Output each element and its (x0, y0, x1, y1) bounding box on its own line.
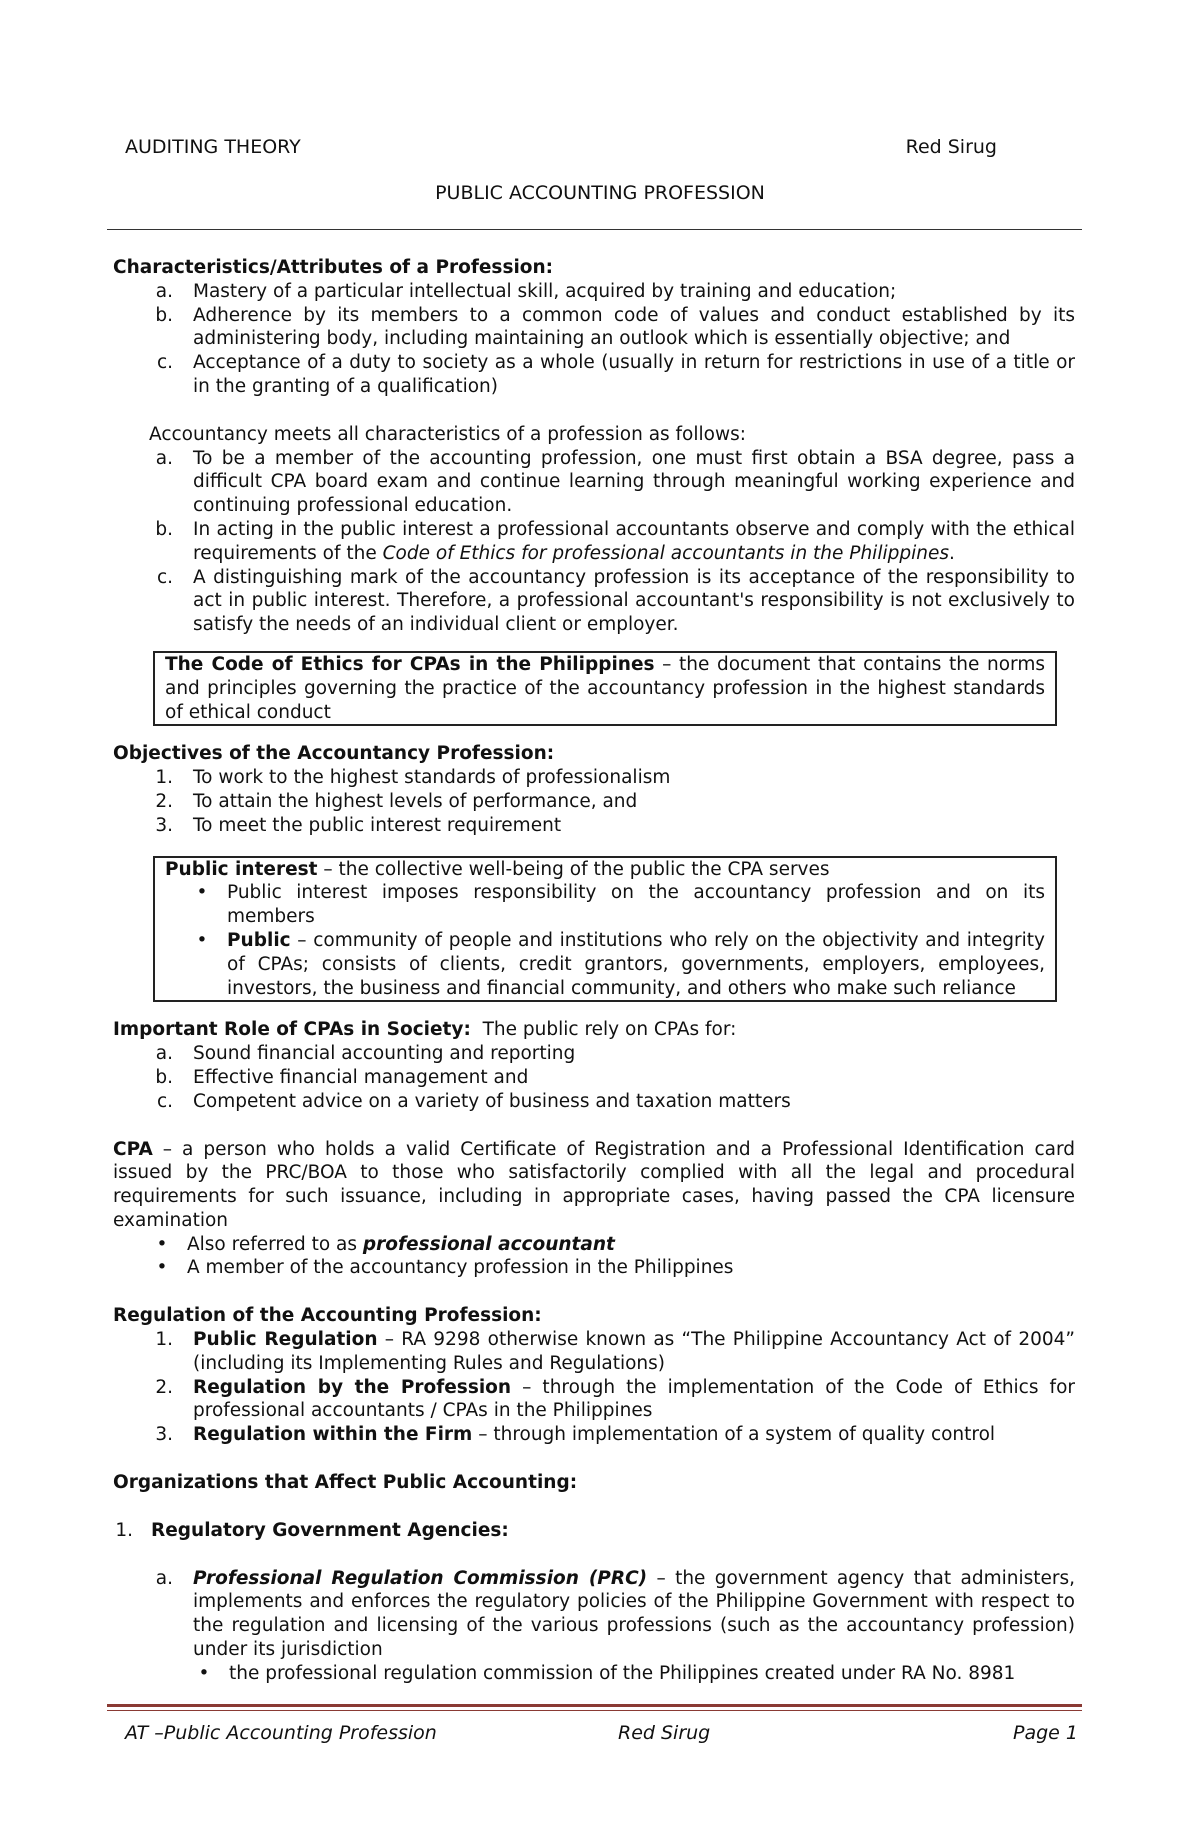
list-marker: c. (156, 566, 173, 588)
bullet-item (165, 929, 1045, 1000)
list-marker: 3. (155, 814, 173, 836)
list-marker: a. (155, 1567, 173, 1589)
bullet-item (165, 881, 1045, 929)
list-item (137, 566, 1075, 637)
list-marker: c. (156, 1090, 173, 1112)
bullet-icon: • (196, 882, 208, 904)
document-title: PUBLIC ACCOUNTING PROFESSION (435, 182, 765, 204)
list-text-pre: In acting in the public interest a professional accountants observe and comply with the ethical requirements of the (193, 518, 1075, 564)
header-rule (107, 229, 1082, 230)
list-marker: b. (155, 1066, 173, 1088)
bullet-text-pre: Also referred to as (187, 1233, 363, 1255)
list-item (137, 1066, 1075, 1090)
professional-accountant-term: professional accountant (362, 1233, 615, 1255)
regulation-list (113, 1328, 1075, 1447)
cpa-definition-paragraph (113, 1138, 1075, 1233)
list-marker: 1. (155, 1329, 173, 1351)
list-marker: 3. (155, 1424, 173, 1446)
prc-term: Professional Regulation Commission (PRC) (193, 1567, 648, 1589)
bullet-icon: • (156, 1233, 168, 1255)
list-item (137, 1042, 1075, 1066)
role-list (113, 1042, 1075, 1113)
document-body (113, 256, 1075, 1686)
bullet-item (113, 1233, 1075, 1257)
public-definition: – community of people and institutions who rely on the objectivity and integrity of CPAs; consists of clients, credit grantors, governments, employers, employees, investors, the business and financial community, and others who make such reliance (227, 929, 1045, 999)
list-marker: a. (155, 280, 173, 302)
list-text (193, 1423, 1075, 1447)
list-text: To attain the highest levels of performance, and (193, 790, 638, 812)
bullet-icon: • (156, 1257, 168, 1279)
list-marker: b. (155, 518, 173, 540)
list-text: A distinguishing mark of the accountancy profession is its acceptance of the responsibility to act in public interest. Therefore, a professional accountant's responsibility is not exclusively to satisfy the needs of an individual client or employer. (193, 566, 1075, 636)
characteristics-list (113, 280, 1075, 399)
role-heading-line (113, 1018, 1075, 1042)
regulation-term: Regulation within the Firm (193, 1424, 473, 1446)
list-text (193, 1376, 1075, 1424)
meets-intro: Accountancy meets all characteristics of a profession as follows: (149, 423, 746, 445)
list-item (137, 1376, 1075, 1424)
section-heading-objectives: Objectives of the Accountancy Profession: (113, 743, 555, 765)
public-term: Public (227, 929, 291, 951)
section-heading-role: Important Role of CPAs in Society: (113, 1019, 471, 1041)
regulation-text: – RA 9298 otherwise known as “The Philippine Accountancy Act of 2004” (including its Implementing Rules and Regulations) (193, 1329, 1075, 1374)
cpa-definition: – a person who holds a valid Certificate of Registration and a Professional Identification card issued by the PRC/BOA to those who satisfactorily complied with all the legal and procedural requirements for such issuance, including in appropriate cases, having passed the CPA licensure examination (113, 1138, 1075, 1231)
bullet-text (187, 1233, 1075, 1257)
bullet-item (113, 1256, 1075, 1280)
list-marker: 1. (115, 1519, 133, 1541)
objectives-list (113, 766, 1075, 837)
list-marker: 1. (155, 767, 173, 789)
list-text: To meet the public interest requirement (193, 814, 562, 836)
list-text: Acceptance of a duty to society as a whole (usually in return for restrictions in use of a title or in the granting of a qualification) (193, 352, 1075, 397)
list-item (137, 280, 1075, 304)
bullet-text: A member of the accountancy profession in the Philippines (187, 1257, 734, 1279)
footer-author: Red Sirug (618, 1722, 711, 1744)
list-marker: a. (155, 1043, 173, 1065)
list-item (137, 1090, 1075, 1114)
code-of-ethics-box (153, 651, 1057, 726)
list-text-post: . (948, 542, 955, 564)
meets-list (113, 447, 1075, 637)
list-item (137, 304, 1075, 352)
bullet-text: the professional regulation commission of the Philippines created under RA No. 8981 (229, 1662, 1016, 1684)
list-item (137, 1423, 1075, 1447)
footer-rule-thin (107, 1710, 1082, 1711)
footer-page-number: Page 1 (1013, 1722, 1078, 1744)
list-text: To work to the highest standards of professionalism (193, 767, 671, 789)
section-heading-regulation: Regulation of the Accounting Profession: (113, 1305, 542, 1327)
list-item (137, 447, 1075, 518)
regulation-term: Regulation by the Profession (193, 1376, 512, 1398)
prc-definition: – the government agency that administers, implements and enforces the regulatory policies of the Philippine Government with respect to the regulation and licensing of the various professions (such as the accountancy profession) under its jurisdiction (193, 1567, 1076, 1661)
bullet-icon: • (198, 1662, 210, 1684)
regulatory-agencies-label: Regulatory Government Agencies: (151, 1519, 509, 1541)
list-item (137, 518, 1075, 566)
list-text: Competent advice on a variety of business and taxation matters (193, 1090, 791, 1112)
footer-title: AT –Public Accounting Profession (125, 1722, 437, 1744)
code-of-ethics-term: The Code of Ethics for CPAs in the Philippines (165, 653, 655, 675)
list-item (137, 790, 1075, 814)
list-text: Sound financial accounting and reporting (193, 1043, 576, 1065)
list-text: Adherence by its members to a common code of values and conduct established by its administering body, including maintaining an outlook which is essentially objective; and (193, 304, 1075, 350)
agencies-list (113, 1567, 1075, 1686)
list-text (193, 1328, 1075, 1376)
list-marker: 2. (155, 1376, 173, 1398)
list-marker: a. (155, 447, 173, 469)
list-text: Effective financial management and (193, 1066, 529, 1088)
list-item (137, 1328, 1075, 1376)
regulation-text: – through the implementation of the Code of Ethics for professional accountants / CPAs in the Philippines (193, 1376, 1075, 1422)
code-of-ethics-definition: – the document that contains the norms and principles governing the practice of the accountancy profession in the highest standards of ethical conduct (165, 653, 1045, 723)
public-interest-box (153, 856, 1057, 1003)
bullet-item (137, 1662, 1075, 1686)
bullet-text (227, 929, 1045, 1000)
list-item (137, 351, 1075, 399)
list-item (137, 814, 1075, 838)
code-of-ethics-title: Code of Ethics for professional accountants in the Philippines (382, 542, 949, 564)
regulation-term: Public Regulation (193, 1329, 378, 1351)
public-interest-line (165, 858, 1045, 882)
bullet-text: Public interest imposes responsibility on the accountancy profession and on its members (227, 882, 1045, 928)
section-heading-organizations: Organizations that Affect Public Accounting: (113, 1472, 578, 1494)
list-text (193, 1567, 1075, 1662)
header-author: Red Sirug (905, 136, 997, 158)
footer-rule (107, 1704, 1082, 1707)
list-marker: c. (156, 352, 173, 374)
list-text: To be a member of the accounting profession, one must first obtain a BSA degree, pass a difficult CPA board exam and continue learning through meaningful working experience and continuing professional education. (193, 447, 1075, 517)
cpa-term: CPA (113, 1138, 153, 1160)
list-item (137, 766, 1075, 790)
public-interest-definition: – the collective well-being of the public the CPA serves (317, 858, 830, 880)
list-text (193, 518, 1075, 566)
regulation-text: – through implementation of a system of quality control (472, 1424, 996, 1446)
bullet-icon: • (196, 929, 208, 951)
public-interest-term: Public interest (165, 858, 318, 880)
list-text: Mastery of a particular intellectual skill, acquired by training and education; (193, 280, 897, 302)
list-marker: 2. (155, 790, 173, 812)
header-subject: AUDITING THEORY (125, 136, 301, 158)
section-heading-characteristics: Characteristics/Attributes of a Profession: (113, 257, 554, 278)
role-intro: The public rely on CPAs for: (470, 1019, 737, 1041)
list-item (137, 1567, 1075, 1662)
list-marker: b. (155, 304, 173, 326)
list-item (113, 1519, 1075, 1543)
